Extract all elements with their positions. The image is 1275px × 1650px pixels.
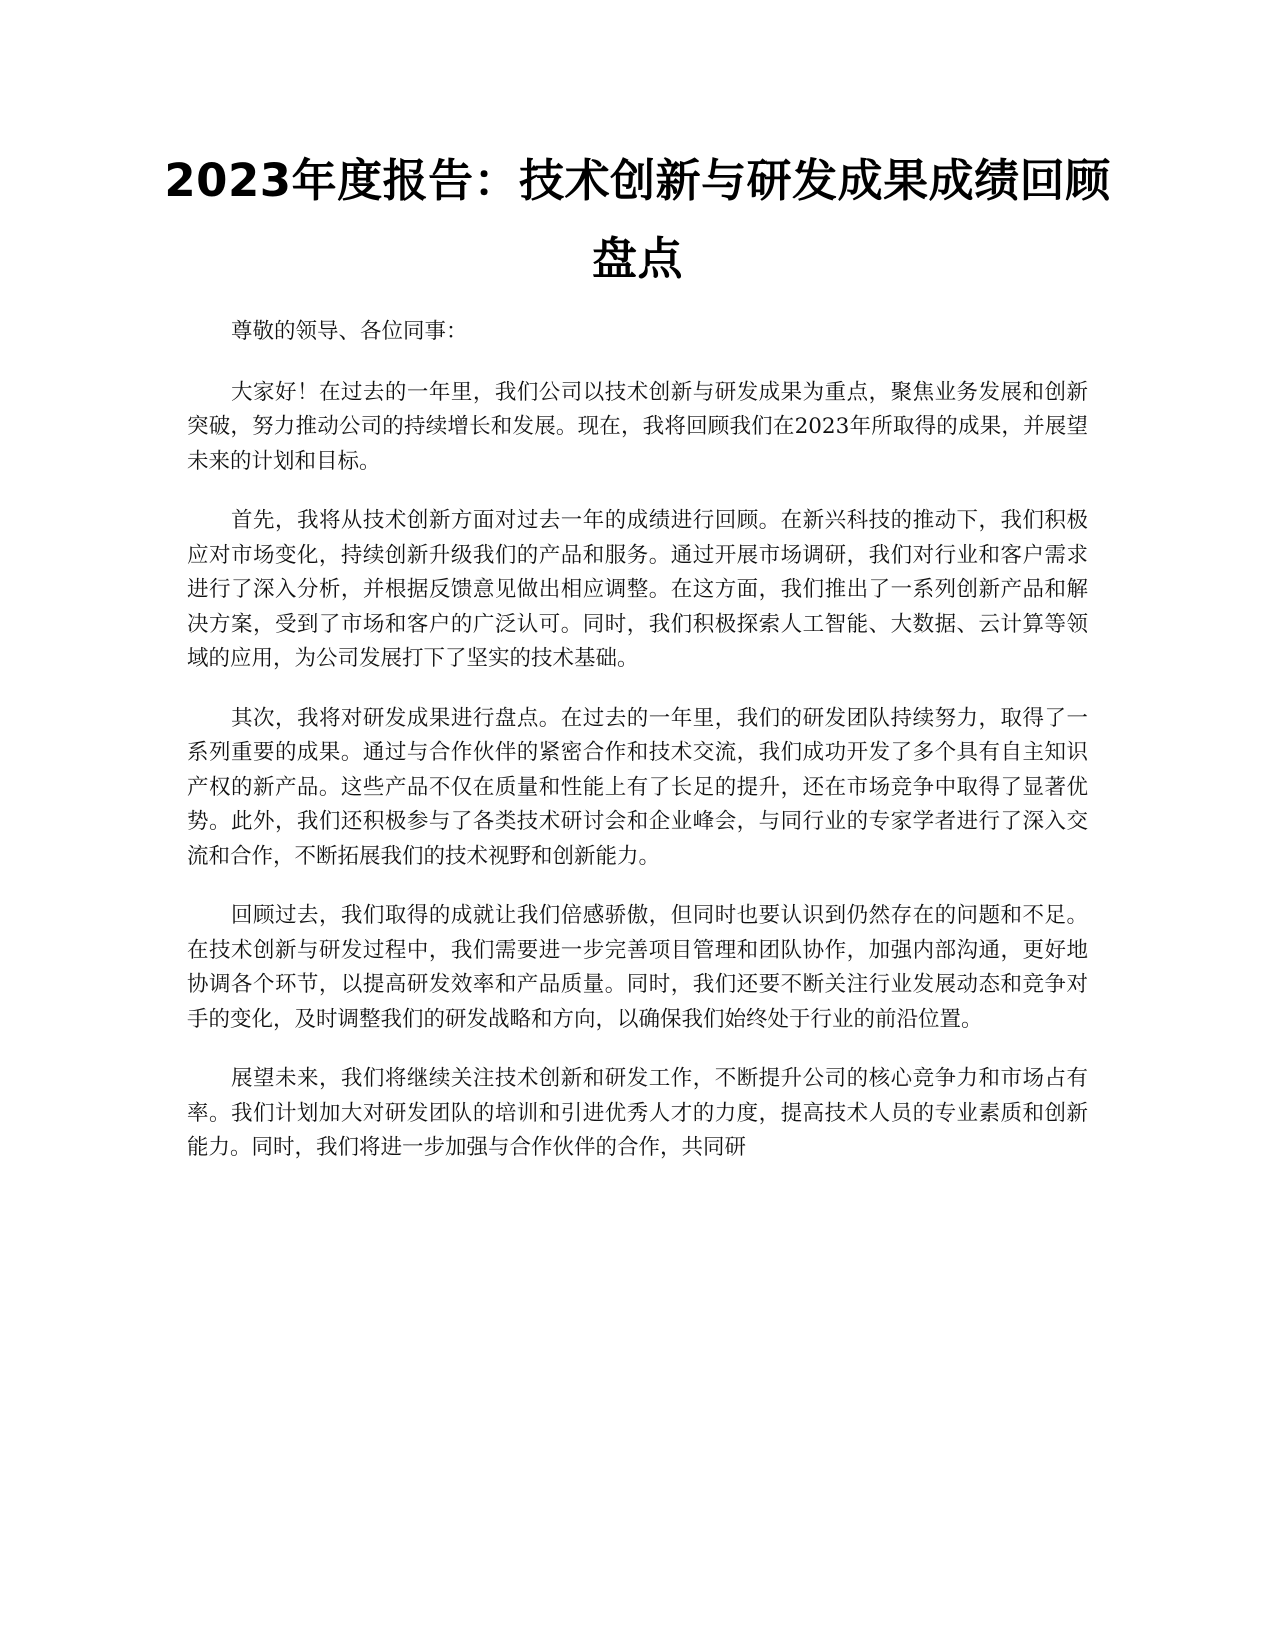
document-body [187, 315, 1088, 1191]
document-title: 2023年度报告：技术创新与研发成果成绩回顾盘点 [164, 154, 1111, 285]
paragraph-greeting: 大家好！在过去的一年里，我们公司以技术创新与研发成果为重点，聚焦业务发展和创新突破，努力推动公司的持续增长和发展。现在，我将回顾我们在2023年所取得的成果，并展望未来的计划和目标。 [187, 379, 1088, 474]
salutation: 尊敬的领导、各位同事： [231, 319, 468, 344]
paragraph-rd-results: 其次，我将对研发成果进行盘点。在过去的一年里，我们的研发团队持续努力，取得了一系列重要的成果。通过与合作伙伴的紧密合作和技术交流，我们成功开发了多个具有自主知识产权的新产品。这些产品不仅在质量和性能上有了长足的提升，还在市场竞争中取得了显著优势。此外，我们还积极参与了各类技术研讨会和企业峰会，与同行业的专家学者进行了深入交流和合作，不断拓展我们的技术视野和创新能力。 [187, 705, 1088, 869]
paragraph-technical-innovation: 首先，我将从技术创新方面对过去一年的成绩进行回顾。在新兴科技的推动下，我们积极应对市场变化，持续创新升级我们的产品和服务。通过开展市场调研，我们对行业和客户需求进行了深入分析，并根据反馈意见做出相应调整。在这方面，我们推出了一系列创新产品和解决方案，受到了市场和客户的广泛认可。同时，我们积极探索人工智能、大数据、云计算等领域的应用，为公司发展打下了坚实的技术基础。 [187, 508, 1088, 671]
paragraph-review-shortcomings: 回顾过去，我们取得的成就让我们倍感骄傲，但同时也要认识到仍然存在的问题和不足。在技术创新与研发过程中，我们需要进一步完善项目管理和团队协作，加强内部沟通，更好地协调各个环节，以提高研发效率和产品质量。同时，我们还要不断关注行业发展动态和竞争对手的变化，及时调整我们的研发战略和方向，以确保我们始终处于行业的前沿位置。 [187, 903, 1088, 1032]
paragraph-future-outlook: 展望未来，我们将继续关注技术创新和研发工作，不断提升公司的核心竞争力和市场占有率。我们计划加大对研发团队的培训和引进优秀人才的力度，提高技术人员的专业素质和创新能力。同时，我们将进一步加强与合作伙伴的合作，共同研 [187, 1066, 1088, 1160]
